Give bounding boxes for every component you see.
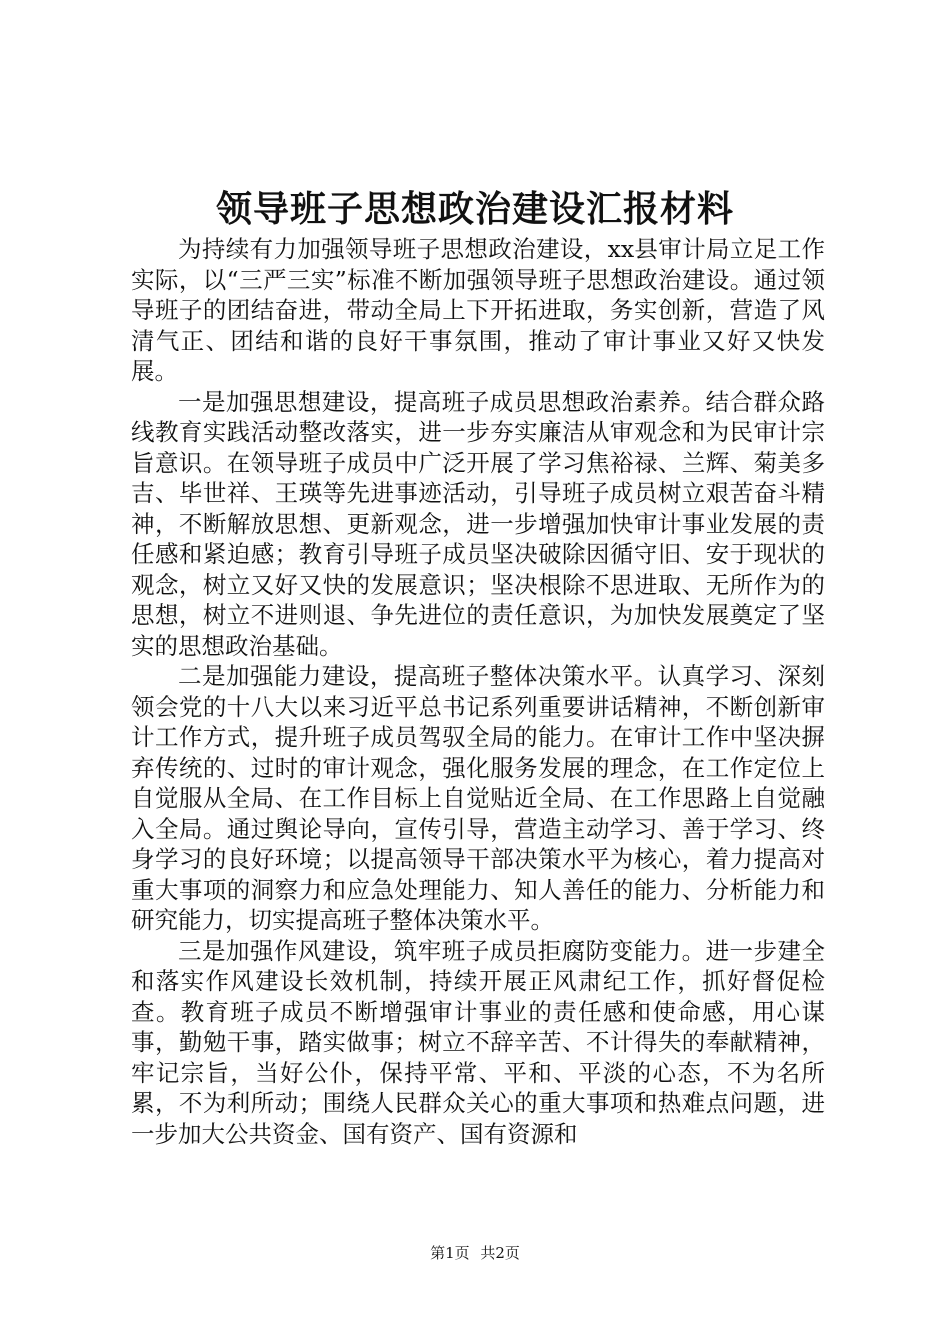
document-body <box>131 234 825 1149</box>
page-total: 共2页 <box>480 1244 520 1262</box>
paragraph-intro: 为持续有力加强领导班子思想政治建设，xx县审计局立足工作实际，以“三严三实”标准不断加强领导班子思想政治建设。通过领导班子的团结奋进，带动全局上下开拓进取，务实创新，营造了风清气正、团结和谐的良好干事氛围，推动了审计事业又好又快发展。 <box>131 235 825 385</box>
paragraph-ideology: 一是加强思想建设，提高班子成员思想政治素养。结合群众路线教育实践活动整改落实，进一步夯实廉洁从审观念和为民审计宗旨意识。在领导班子成员中广泛开展了学习焦裕禄、兰辉、菊美多吉、毕世祥、王瑛等先进事迹活动，引导班子成员树立艰苦奋斗精神，不断解放思想、更新观念，进一步增强加快审计事业发展的责任感和紧迫感；教育引导班子成员坚决破除因循守旧、安于现状的观念，树立又好又快的发展意识；坚决根除不思进取、无所作为的思想，树立不进则退、争先进位的责任意识，为加快发展奠定了坚实的思想政治基础。 <box>131 387 825 660</box>
document-title: 领导班子思想政治建设汇报材料 <box>215 188 734 230</box>
page-number: 第1页 <box>430 1244 470 1262</box>
page-footer <box>0 1242 950 1264</box>
paragraph-capability: 二是加强能力建设，提高班子整体决策水平。认真学习、深刻领会党的十八大以来习近平总书记系列重要讲话精神，不断创新审计工作方式，提升班子成员驾驭全局的能力。在审计工作中坚决摒弃传统的、过时的审计观念，强化服务发展的理念，在工作定位上自觉服从全局、在工作目标上自觉贴近全局、在工作思路上自觉融入全局。通过舆论导向，宣传引导，营造主动学习、善于学习、终身学习的良好环境；以提高领导干部决策水平为核心，着力提高对重大事项的洞察力和应急处理能力、知人善任的能力、分析能力和研究能力，切实提高班子整体决策水平。 <box>131 662 825 934</box>
paragraph-conduct: 三是加强作风建设，筑牢班子成员拒腐防变能力。进一步建全和落实作风建设长效机制，持续开展正风肃纪工作，抓好督促检查。教育班子成员不断增强审计事业的责任感和使命感，用心谋事，勤勉干事，踏实做事；树立不辞辛苦、不计得失的奉献精神，牢记宗旨，当好公仆，保持平常、平和、平淡的心态，不为名所累，不为利所动；围绕人民群众关心的重大事项和热难点问题，进一步加大公共资金、国有资产、国有资源和 <box>131 936 825 1148</box>
